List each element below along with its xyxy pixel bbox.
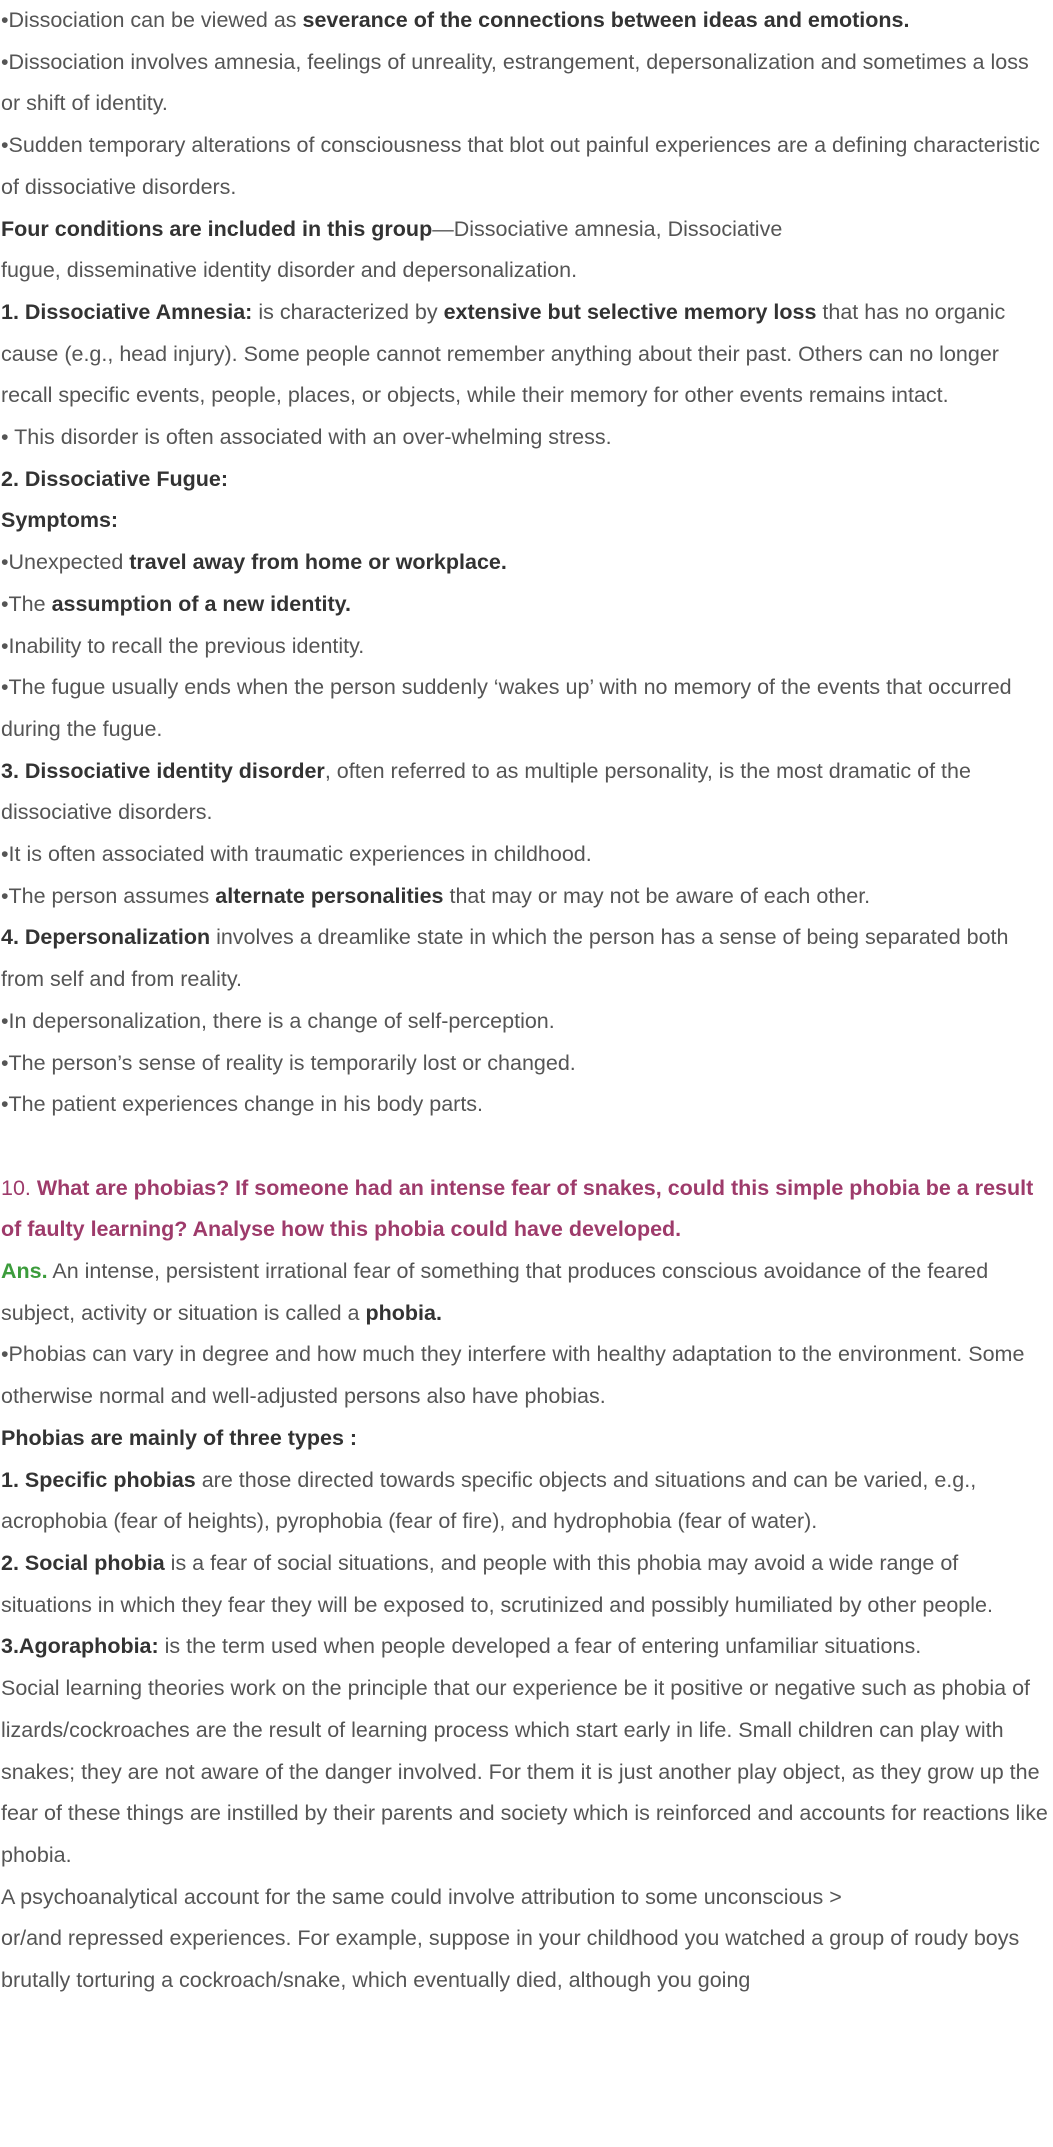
- text-run: •The: [1, 591, 52, 616]
- bold-text: 4. Depersonalization: [1, 925, 211, 950]
- paragraph: [1, 125, 1053, 208]
- text-run: A psychoanalytical account for the same could involve attribution to some unconscious >: [1, 1884, 842, 1909]
- text-run: •The fugue usually ends when the person suddenly ‘wakes up’ with no memory of the events that occurred during the fugue.: [1, 675, 1012, 741]
- text-run: involves a dreamlike state in which the person has a sense of being separated both from self and from reality.: [1, 925, 1009, 992]
- paragraph: [1, 876, 1053, 918]
- paragraph: [1, 917, 1053, 1000]
- paragraph: [1, 667, 1053, 750]
- text-run: •The patient experiences change in his body parts.: [1, 1092, 484, 1117]
- paragraph: [1, 834, 1053, 876]
- paragraph: [1, 42, 1053, 125]
- text-run: or/and repressed experiences. For example, suppose in your childhood you watched a group of roudy boys brutally torturing a cockroach/snake, which eventually died, although you going: [1, 1926, 1020, 1993]
- question-10: [1, 1168, 1053, 1251]
- text-run: •It is often associated with traumatic experiences in childhood.: [1, 842, 592, 867]
- paragraph: [1, 1001, 1053, 1043]
- text-run: •The person assumes: [1, 883, 216, 908]
- text-run: are those directed towards specific objects and situations and can be varied, e.g., acrophobia (fear of heights), pyrophobia (fear of fire), and hydrophobia (fear of water).: [1, 1467, 977, 1534]
- text-run: is characterized by: [252, 299, 444, 324]
- bold-text: 3.Agoraphobia:: [1, 1634, 159, 1659]
- section-spacer: [1, 1126, 1053, 1168]
- text-run: •The person’s sense of reality is temporarily lost or changed.: [1, 1050, 576, 1075]
- bold-text: Phobias are mainly of three types :: [1, 1425, 358, 1450]
- text-run: •Phobias can vary in degree and how much they interfere with healthy adaptation to the environment. Some otherwise normal and well-adjusted persons also have phobias.: [1, 1342, 1025, 1409]
- paragraph: [1, 0, 1053, 42]
- paragraph: [1, 1043, 1053, 1085]
- text-run: , often referred to as multiple personality, is the most dramatic of the dissociative disorders.: [1, 758, 971, 825]
- bold-text: 2. Social phobia: [1, 1551, 165, 1575]
- paragraph: [1, 292, 1053, 417]
- text-run: that has no organic cause (e.g., head injury). Some people cannot remember anything about their past. Others can no longer recall specific events, people, places, or objects, while their memory for other events remains intact.: [1, 299, 1006, 408]
- paragraph: [1, 584, 1053, 626]
- paragraph: [1, 1084, 1053, 1126]
- bold-text: alternate personalities: [215, 883, 444, 908]
- paragraph: [1, 542, 1053, 584]
- paragraph: [1, 626, 1053, 668]
- text-run: •Unexpected: [1, 550, 130, 575]
- paragraph: [1, 417, 1053, 459]
- paragraph: [1, 1334, 1053, 1417]
- bold-text: Symptoms:: [1, 508, 119, 533]
- bold-text: severance of the connections between ideas and emotions.: [302, 8, 910, 32]
- text-run: is the term used when people developed a fear of entering unfamiliar situations.: [158, 1634, 922, 1659]
- text-run: •Sudden temporary alterations of consciousness that blot out painful experiences are a defining characteristic of dissociative disorders.: [1, 133, 1040, 199]
- paragraph: [1, 1877, 1053, 2002]
- dissociative-disorders-section: [1, 0, 1053, 1126]
- answer-paragraph: [1, 1251, 1053, 1334]
- bold-text: Four conditions are included in this group: [1, 216, 433, 241]
- bold-text: travel away from home or workplace.: [129, 550, 507, 575]
- text-run: fugue, disseminative identity disorder and depersonalization.: [1, 258, 578, 283]
- text-run: is a fear of social situations, and people with this phobia may avoid a wide range of situations in which they fear they will be exposed to, scrutinized and possibly humiliated by other people.: [1, 1551, 993, 1617]
- phobias-answer-section: [1, 1334, 1053, 2001]
- paragraph: [1, 209, 1053, 292]
- question-text: What are phobias? If someone had an intense fear of snakes, could this simple phobia be a result of faulty learning? Analyse how this phobia could have developed.: [1, 1175, 1034, 1242]
- text-run: —Dissociative amnesia, Dissociative: [432, 216, 783, 241]
- bold-text: phobia.: [365, 1300, 442, 1325]
- text-run: that may or may not be aware of each other.: [443, 883, 871, 908]
- question-number: 10.: [1, 1175, 37, 1200]
- answer-label: Ans.: [1, 1259, 48, 1284]
- paragraph: [1, 1460, 1053, 1543]
- text-run: An intense, persistent irrational fear of something that produces conscious avoidance of the feared subject, activity or situation is called a: [1, 1259, 989, 1325]
- text-run: Social learning theories work on the principle that our experience be it positive or negative such as phobia of lizards/cockroaches are the result of learning process which start early in life. Small children can play with snakes; they are not aware of the danger involved. For them it is just another play object, as they grow up the fear of these things are instilled by their parents and society which is reinforced and accounts for reactions like phobia.: [1, 1676, 1048, 1867]
- text-run: • This disorder is often associated with an over-whelming stress.: [1, 425, 612, 450]
- paragraph: [1, 1668, 1053, 1877]
- bold-text: assumption of a new identity.: [51, 591, 351, 616]
- bold-text: 2. Dissociative Fugue:: [1, 466, 229, 491]
- paragraph: [1, 1543, 1053, 1626]
- paragraph: [1, 1626, 1053, 1668]
- paragraph: [1, 459, 1053, 501]
- bold-text: 1. Specific phobias: [1, 1467, 196, 1492]
- bold-text: extensive but selective memory loss: [443, 299, 817, 324]
- paragraph: [1, 500, 1053, 542]
- text-run: •Dissociation involves amnesia, feelings of unreality, estrangement, depersonalization and sometimes a loss or shift of identity.: [1, 49, 1029, 116]
- text-run: •In depersonalization, there is a change of self-perception.: [1, 1008, 555, 1033]
- bold-text: 1. Dissociative Amnesia:: [1, 299, 253, 324]
- text-run: •Dissociation can be viewed as: [1, 8, 303, 32]
- paragraph: [1, 751, 1053, 834]
- text-run: •Inability to recall the previous identity.: [1, 633, 365, 658]
- paragraph: [1, 1418, 1053, 1460]
- bold-text: 3. Dissociative identity disorder: [1, 758, 325, 783]
